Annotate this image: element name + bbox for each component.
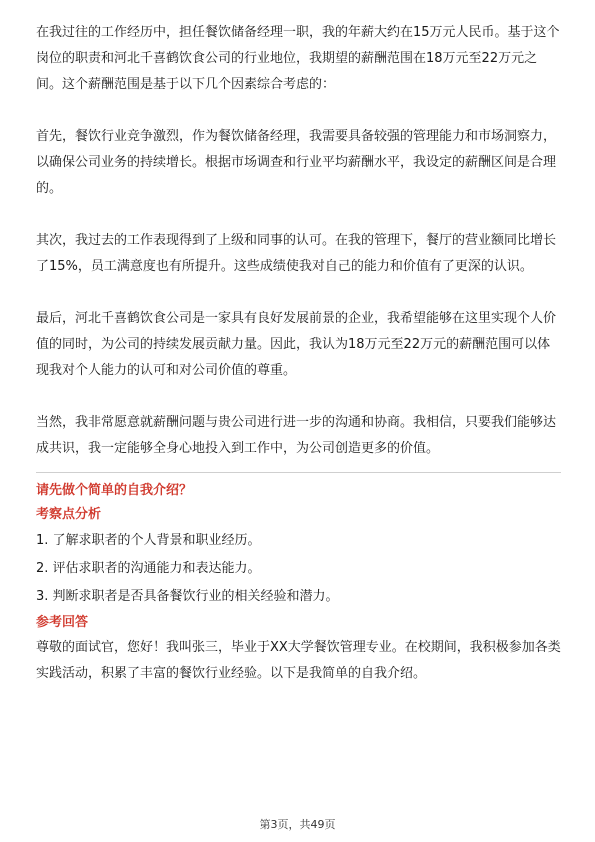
document-page <box>36 20 561 687</box>
answer-heading: 参考回答 <box>36 615 89 630</box>
section-divider <box>36 472 561 473</box>
paragraph-third-reason: 最后，河北千喜鹤饮食公司是一家具有良好发展前景的企业，我希望能够在这里实现个人价值的同时，为公司的持续发展贡献力量。因此，我认为18万元至22万元的薪酬范围可以体现我对个人能力的认可和对公司价值的尊重。 <box>36 311 557 378</box>
paragraph-gap <box>36 280 561 306</box>
paragraph-gap <box>36 202 561 228</box>
paragraph-second-reason: 其次，我过去的工作表现得到了上级和同事的认可。在我的管理下，餐厅的营业额同比增长了15%，员工满意度也有所提升。这些成绩使我对自己的能力和价值有了更深的认识。 <box>36 233 557 274</box>
analysis-item: 2. 评估求职者的沟通能力和表达能力。 <box>36 561 261 576</box>
paragraph-gap <box>36 98 561 124</box>
paragraph-first-reason: 首先，餐饮行业竞争激烈，作为餐饮储备经理，我需要具备较强的管理能力和市场洞察力，以确保公司业务的持续增长。根据市场调查和行业平均薪酬水平，我设定的薪酬区间是合理的。 <box>36 129 557 196</box>
answer-text: 尊敬的面试官，您好！我叫张三，毕业于XX大学餐饮管理专业。在校期间，我积极参加各类实践活动，积累了丰富的餐饮行业经验。以下是我简单的自我介绍。 <box>36 640 561 681</box>
analysis-heading: 考察点分析 <box>36 507 102 522</box>
paragraph-closing: 当然，我非常愿意就薪酬问题与贵公司进行进一步的沟通和协商。我相信，只要我们能够达成共识，我一定能够全身心地投入到工作中，为公司创造更多的价值。 <box>36 415 557 456</box>
page-number-footer: 第3页，共49页 <box>259 818 336 831</box>
analysis-item: 1. 了解求职者的个人背景和职业经历。 <box>36 533 261 548</box>
paragraph-salary-history: 在我过往的工作经历中，担任餐饮储备经理一职，我的年薪大约在15万元人民币。基于这个岗位的职责和河北千喜鹤饮食公司的行业地位，我期望的薪酬范围在18万元至22万元之间。这个薪酬范围是基于以下几个因素综合考虑的： <box>36 25 560 92</box>
paragraph-gap <box>36 384 561 410</box>
interview-question: 请先做个简单的自我介绍？ <box>36 483 193 498</box>
analysis-item: 3. 判断求职者是否具备餐饮行业的相关经验和潜力。 <box>36 589 339 604</box>
